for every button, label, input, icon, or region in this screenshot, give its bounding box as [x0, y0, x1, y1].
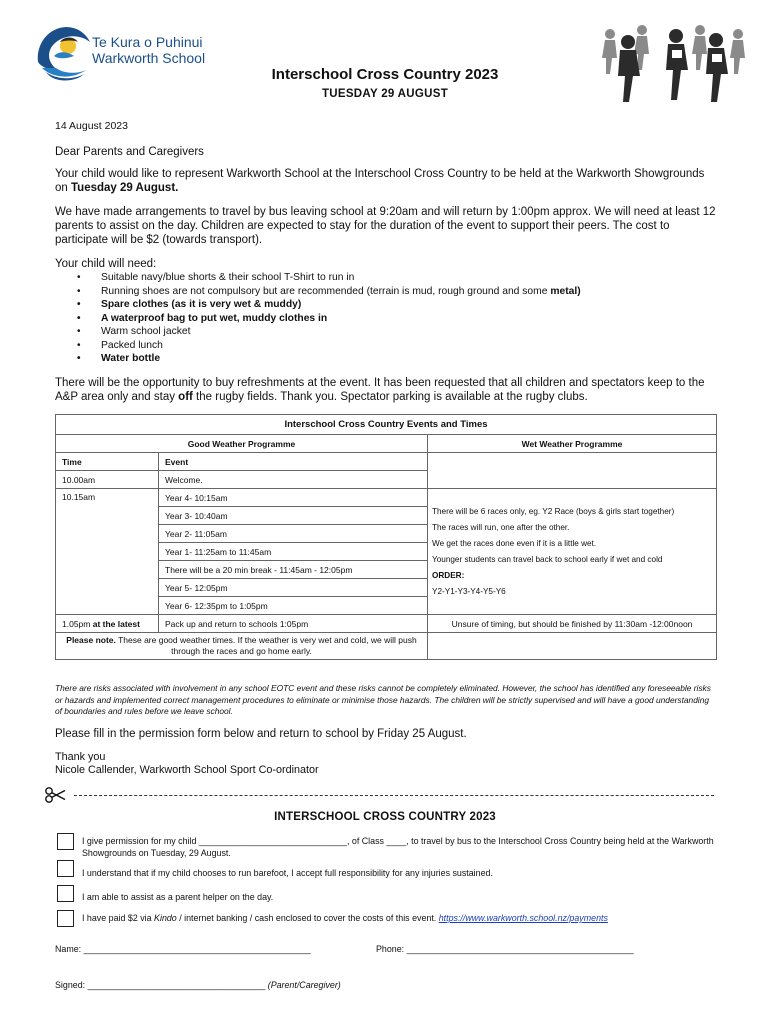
- permission-text: I give permission for my child ______________________________, of Class ____, to travel by bus to the Interschool Cross Country being held at the Warkworth Showgrounds on Tuesday, 29 August.: [82, 836, 714, 858]
- page-subtitle: TUESDAY 29 AUGUST: [321, 88, 449, 100]
- signed-field: Signed: ____________________________________: [55, 980, 266, 990]
- letter-paragraph-2: We have made arrangements to travel by bus leaving school at 9:20am and will return by 1:00pm approx. We will need at least 12 parents to assist on the day. Children are expected to stay for the duration of the event to support their peers. The cost to participate will be $2 (towards transport).: [55, 206, 716, 246]
- need-item: [55, 285, 717, 299]
- wet-note: There will be 6 races only, eg. Y2 Race (boys & girls start together): [432, 506, 675, 516]
- para1-date: Tuesday 29 August.: [71, 182, 179, 194]
- letter-paragraph-1: [55, 167, 717, 195]
- table-row: [56, 489, 717, 507]
- para1-text: Your child would like to represent Warkworth School at the Interschool Cross Country to be held at the Warkworth Showgrounds on: [55, 168, 705, 194]
- payment-text-b: / internet banking / cash enclosed to cover the costs of this event.: [176, 913, 439, 923]
- events-table: [55, 414, 717, 660]
- event-column-header: Event: [159, 453, 428, 471]
- event-cell: Year 4- 10:15am: [159, 489, 428, 507]
- wet-weather-details: [428, 489, 717, 615]
- time-cell: 10.00am: [56, 471, 159, 489]
- dashed-separator: [74, 795, 714, 796]
- signature-line[interactable]: [55, 980, 341, 990]
- time-cell: 10.15am: [56, 489, 159, 615]
- last-time: 1.05pm: [62, 618, 93, 629]
- wet-order-list: Y2-Y1-Y3-Y4-Y5-Y6: [432, 586, 506, 596]
- event-cell: Year 6- 12:35pm to 1:05pm: [159, 597, 428, 615]
- helper-checkbox[interactable]: [57, 885, 74, 902]
- event-cell: Welcome.: [159, 471, 428, 489]
- wet-timing-cell: Unsure of timing, but should be finished by 11:30am -12:00noon: [428, 615, 717, 633]
- page-title: Interschool Cross Country 2023: [271, 66, 499, 83]
- payment-text-a: I have paid $2 via: [82, 913, 155, 923]
- letter-greeting: Dear Parents and Caregivers: [55, 146, 204, 158]
- event-cell: Year 3- 10:40am: [159, 507, 428, 525]
- needs-list: [55, 271, 717, 366]
- barefoot-checkbox[interactable]: [57, 860, 74, 877]
- table-row: [56, 453, 717, 471]
- empty-cell: [428, 633, 717, 660]
- kindo-label: Kindo: [154, 913, 177, 923]
- last-time-note: at the latest: [92, 618, 140, 629]
- para3-text-a: There will be the opportunity to buy refreshments at the event. It has been requested that all children and spectators keep to the A&P area only and stay: [55, 377, 705, 403]
- letter-date: 14 August 2023: [55, 120, 128, 132]
- note-text: These are good weather times. If the weather is very wet and cold, we will push through the races and go home early.: [115, 635, 417, 656]
- form-title: INTERSCHOOL CROSS COUNTRY 2023: [274, 811, 496, 823]
- signed-role: (Parent/Caregiver): [267, 980, 341, 990]
- logo-maori-name: Te Kura o Puhinui: [92, 34, 203, 50]
- table-row: [56, 633, 717, 660]
- event-cell: There will be a 20 min break - 11:45am - 12:05pm: [159, 561, 428, 579]
- helper-text: I am able to assist as a parent helper on the day.: [82, 892, 274, 902]
- wet-note: We get the races done even if it is a little wet.: [432, 538, 597, 548]
- runners-illustration-icon: [588, 22, 758, 106]
- table-row: [56, 615, 717, 633]
- cut-line: [44, 787, 720, 803]
- table-row: [56, 435, 717, 453]
- table-note: [56, 633, 428, 660]
- time-column-header: Time: [56, 453, 159, 471]
- event-cell: Year 2- 11:05am: [159, 525, 428, 543]
- need-item: • Packed lunch: [55, 339, 717, 353]
- scissors-icon: [44, 787, 66, 803]
- wet-order-label: ORDER:: [432, 570, 465, 580]
- need-item: • Water bottle: [55, 352, 717, 366]
- barefoot-text: I understand that if my child chooses to run barefoot, I accept full responsibility for any injuries sustained.: [82, 868, 493, 878]
- good-weather-heading: Good Weather Programme: [56, 435, 428, 453]
- risk-statement: There are risks associated with involvement in any school EOTC event and these risks cannot be completely eliminated. However, the school has identified any foreseeable risks or hazards and implemented correct management procedures to eliminate or minimise those hazards. The children will be strictly supervised and will have a good understanding of boundaries and rules before we leave school.: [55, 683, 711, 717]
- table-row: [56, 415, 717, 435]
- wet-note: The races will run, one after the other.: [432, 522, 570, 532]
- empty-cell: [428, 453, 717, 489]
- letter-paragraph-3: [55, 376, 717, 404]
- time-cell: [56, 615, 159, 633]
- payments-link[interactable]: https://www.warkworth.school.nz/payments: [438, 913, 608, 923]
- wet-weather-heading: Wet Weather Programme: [428, 435, 717, 453]
- wet-note: Younger students can travel back to school early if wet and cold: [432, 554, 663, 564]
- payment-checkbox[interactable]: [57, 910, 74, 927]
- need-item: • Spare clothes (as it is very wet & muddy): [55, 298, 717, 312]
- name-field[interactable]: Name: ______________________________________________: [55, 944, 311, 954]
- need-item: • Warm school jacket: [55, 325, 717, 339]
- need2-text: Running shoes are not compulsory but are recommended (terrain is mud, rough ground and some: [101, 285, 551, 297]
- permission-checkbox[interactable]: [57, 833, 74, 850]
- event-cell: Year 1- 11:25am to 11:45am: [159, 543, 428, 561]
- need-item: • Suitable navy/blue shorts & their school T-Shirt to run in: [55, 271, 717, 285]
- return-note: Please fill in the permission form below and return to school by Friday 25 August.: [55, 728, 467, 740]
- event-cell: Pack up and return to schools 1:05pm: [159, 615, 428, 633]
- table-title: Interschool Cross Country Events and Times: [56, 415, 717, 435]
- signoff-text: Nicole Callender, Warkworth School Sport Co-ordinator: [55, 764, 319, 776]
- need2-bold: metal): [550, 285, 581, 297]
- payment-text: [82, 912, 722, 924]
- logo-school-name: Warkworth School: [92, 50, 206, 66]
- needs-heading: Your child will need:: [55, 258, 157, 270]
- note-label: Please note.: [66, 635, 116, 645]
- thanks-text: Thank you: [55, 751, 106, 763]
- para3-text-b: the rugby fields. Thank you. Spectator parking is available at the rugby clubs.: [192, 391, 588, 403]
- event-cell: Year 5- 12:05pm: [159, 579, 428, 597]
- need-item: • A waterproof bag to put wet, muddy clothes in: [55, 312, 717, 326]
- para3-bold: off: [178, 391, 193, 403]
- phone-field[interactable]: Phone: ______________________________________________: [376, 944, 634, 954]
